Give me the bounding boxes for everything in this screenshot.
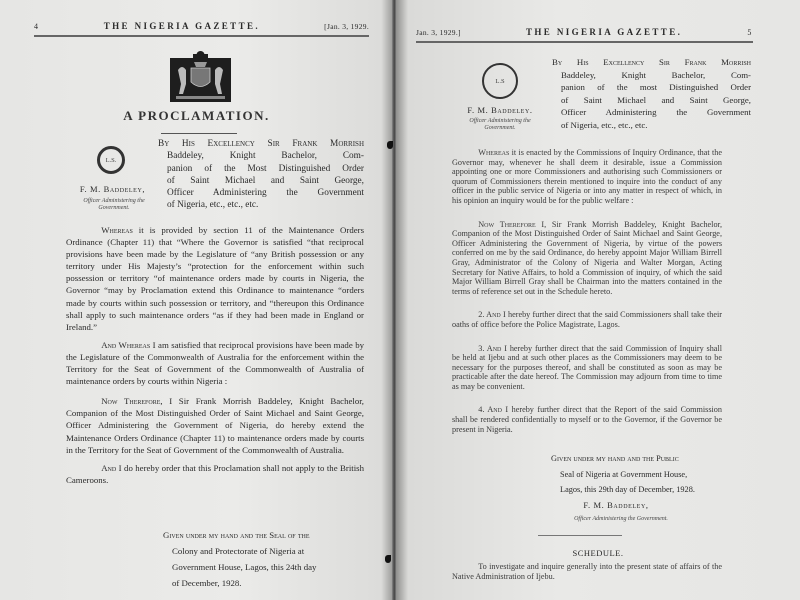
seal-text: L.S (495, 77, 505, 85)
paragraph (66, 395, 364, 455)
signatory-name: F. M. Baddeley, (79, 184, 146, 194)
running-head-left (34, 21, 369, 37)
paragraph-text: it is enacted by the Commissions of Inquiry Ordinance, that the Governor may, whenever he shall deem it desirable, issue a Commission appointing one or more Commissioners and authorising such Commissioners or quorum of Commissioners therein mentioned to inquire into the conduct of any officer in the public service of Nigeria or into any matter in respect of which, in his opinion an inquiry would be for the public welfare : (452, 148, 722, 205)
given-line: Government House, Lagos, this 24th day (172, 562, 317, 572)
schedule-rule (538, 535, 622, 536)
paragraph-text: I hereby further direct that the said Commissioners shall take their oaths of office before the Police Magistrate, Lagos. (452, 310, 722, 329)
given-clause (551, 451, 751, 498)
given-line: Given under my hand and the Seal of the (163, 530, 310, 540)
preamble-line: Baddeley, Knight Bachelor, Com- (167, 151, 364, 162)
paragraph-text: I hereby further direct that the said Commission of Inquiry shall be held at Ijebu and at such other places as the Commissioners may deem to be necessary for the purposes thereof, and shall be constituted as soon as may be practicable after the date hereof. The Commission may adjourn from time to time as may be convenient. (452, 343, 722, 391)
given-line: Given under my hand and the Public (551, 454, 679, 463)
paragraph-text: I do hereby order that this Proclamation shall not apply to the British Cameroons. (66, 462, 364, 485)
seal-ls (482, 63, 518, 99)
right-page (396, 0, 800, 600)
commission-body (452, 148, 722, 434)
preamble-line: of Nigeria, etc., etc., etc. (561, 119, 648, 130)
paragraph (452, 344, 722, 392)
seal-ls (97, 146, 125, 174)
paragraph-lead: Whereas (101, 225, 133, 235)
schedule-body (452, 562, 722, 581)
preamble-line: Officer Administering the Government (561, 107, 751, 117)
paragraph (452, 148, 722, 206)
running-head-right (416, 27, 753, 43)
proclamation-heading: A PROCLAMATION. (123, 108, 270, 123)
left-page (0, 0, 393, 600)
paragraph (66, 339, 364, 387)
preamble-line: By His Excellency Sir Frank Morrish (158, 139, 364, 149)
preamble-line: panion of the Most Distinguished Order (167, 163, 364, 174)
closing-role: Officer Administering the Government. (574, 516, 668, 522)
heading-rule (161, 133, 237, 134)
paragraph (66, 224, 364, 333)
preamble-line: of Nigeria, etc., etc., etc. (167, 200, 259, 211)
paragraph-lead: Whereas (478, 148, 510, 157)
paragraph-lead: 4. And (478, 405, 502, 415)
preamble (158, 138, 364, 212)
issue-date: [Jan. 3, 1929. (324, 22, 369, 31)
paragraph-lead: Now Therefore, (101, 396, 163, 407)
given-line: Lagos, this 29th day of December, 1928. (560, 485, 695, 494)
closing-signatory: F. M. Baddeley, (583, 500, 649, 510)
paragraph-text: I hereby further direct that the Report of the said Commission shall be rendered confidentially to myself or to the Governor, if the Governor be present in Nigeria. (452, 405, 722, 434)
given-line: of December, 1928. (172, 578, 242, 588)
paragraph-lead: 2. And (478, 310, 501, 320)
signatory-name: F. M. Baddeley. (467, 105, 533, 115)
paragraph (452, 310, 722, 329)
paragraph (452, 220, 722, 297)
preamble-line: panion of the most Distinguished Order (561, 82, 751, 92)
gazette-title: THE NIGERIA GAZETTE. (525, 27, 683, 37)
proclamation-body (66, 224, 364, 486)
binding-mark (387, 141, 393, 149)
page-number: 5 (747, 28, 753, 37)
paragraph-lead: 3. And (478, 343, 502, 353)
given-clause (163, 527, 373, 591)
paragraph-lead: Now Therefore (478, 219, 536, 229)
given-line: Seal of Nigeria at Government House, (560, 469, 688, 479)
signatory-role: Officer Administering the Government. (469, 118, 531, 131)
paragraph (452, 405, 722, 434)
schedule-heading: SCHEDULE. (572, 548, 624, 558)
signatory-role: Officer Administering the Government. (83, 198, 145, 211)
preamble (552, 56, 751, 131)
seal-text: L.S. (105, 156, 117, 164)
preamble-line: Baddeley, Knight Bachelor, Com- (561, 69, 751, 80)
preamble-line: of Saint Michael and Saint George, (561, 94, 751, 105)
paragraph-text: I Sir Frank Morrish Baddeley, Knight Bachelor, Companion of the Most Distinguished Order of Saint Michael and Saint George, Officer Administering the Government of Nigeria, do hereby extend the Maintenance Orders Ordinance (Chapter 11) to maintenance orders made by courts in the Territory for the Seat of Government of the Commonwealth of Australia. (66, 396, 364, 455)
preamble-line: By His Excellency Sir Frank Morrish (552, 57, 751, 67)
preamble-line: Officer Administering the Government (167, 188, 364, 199)
paragraph-lead: And Whereas (101, 339, 151, 350)
binding-mark (385, 555, 391, 563)
paragraph-lead: And (101, 462, 117, 473)
schedule-text: To investigate and inquire generally into the present state of affairs of the Native Administration of Ijebu. (452, 562, 722, 581)
paragraph-text: it is provided by section 11 of the Maintenance Orders Ordinance (Chapter 11) that “Where the Governor is satisfied “that reciprocal provisions have been made by the Legislature of “any British possession or any territory under His Majesty’s “protection for the enforcement within such possession or territory “of maintenance orders made by courts in Nigeria, the Governor “may by Proclamation extend this Ordinance to maintenance “orders made by courts within such possession or territory, and “thereupon this Ordinance shall apply to such maintenance orders “as if they had been made in England or Ireland.” (66, 225, 364, 332)
gazette-title: THE NIGERIA GAZETTE. (103, 21, 261, 31)
given-line: Colony and Protectorate of Nigeria at (172, 546, 305, 556)
coat-of-arms-icon (170, 50, 231, 102)
issue-date: Jan. 3, 1929.] (416, 28, 461, 37)
paragraph-text: I am satisfied that reciprocal provisions have been made by the Legislature of the Commonwealth of Australia for the enforcement within the Territory for the Seat of Government of the Commonwealth of Australia of maintenance orders by courts within Nigeria : (66, 339, 364, 387)
page-number: 4 (34, 22, 40, 31)
preamble-line: of Saint Michael and Saint George, (167, 175, 364, 186)
paragraph (66, 462, 364, 486)
paragraph-text: I, Sir Frank Morrish Baddeley, Knight Bachelor, Companion of the Most Distinguished Order of Saint Michael and Saint George, Officer Administering the Government of Nigeria, by virtue of the powers conferred on me by the said Ordinance, do hereby appoint Major William Birrell Gray, Administrator of the Colony of Nigeria and Walter Morgan, Acting Secretary for Native Affairs, to hold a Commission of inquiry, of which the said Major William Birrell Gray shall be Chairman into the matters contained in the terms of reference set out in the Schedule hereto. (452, 219, 722, 296)
